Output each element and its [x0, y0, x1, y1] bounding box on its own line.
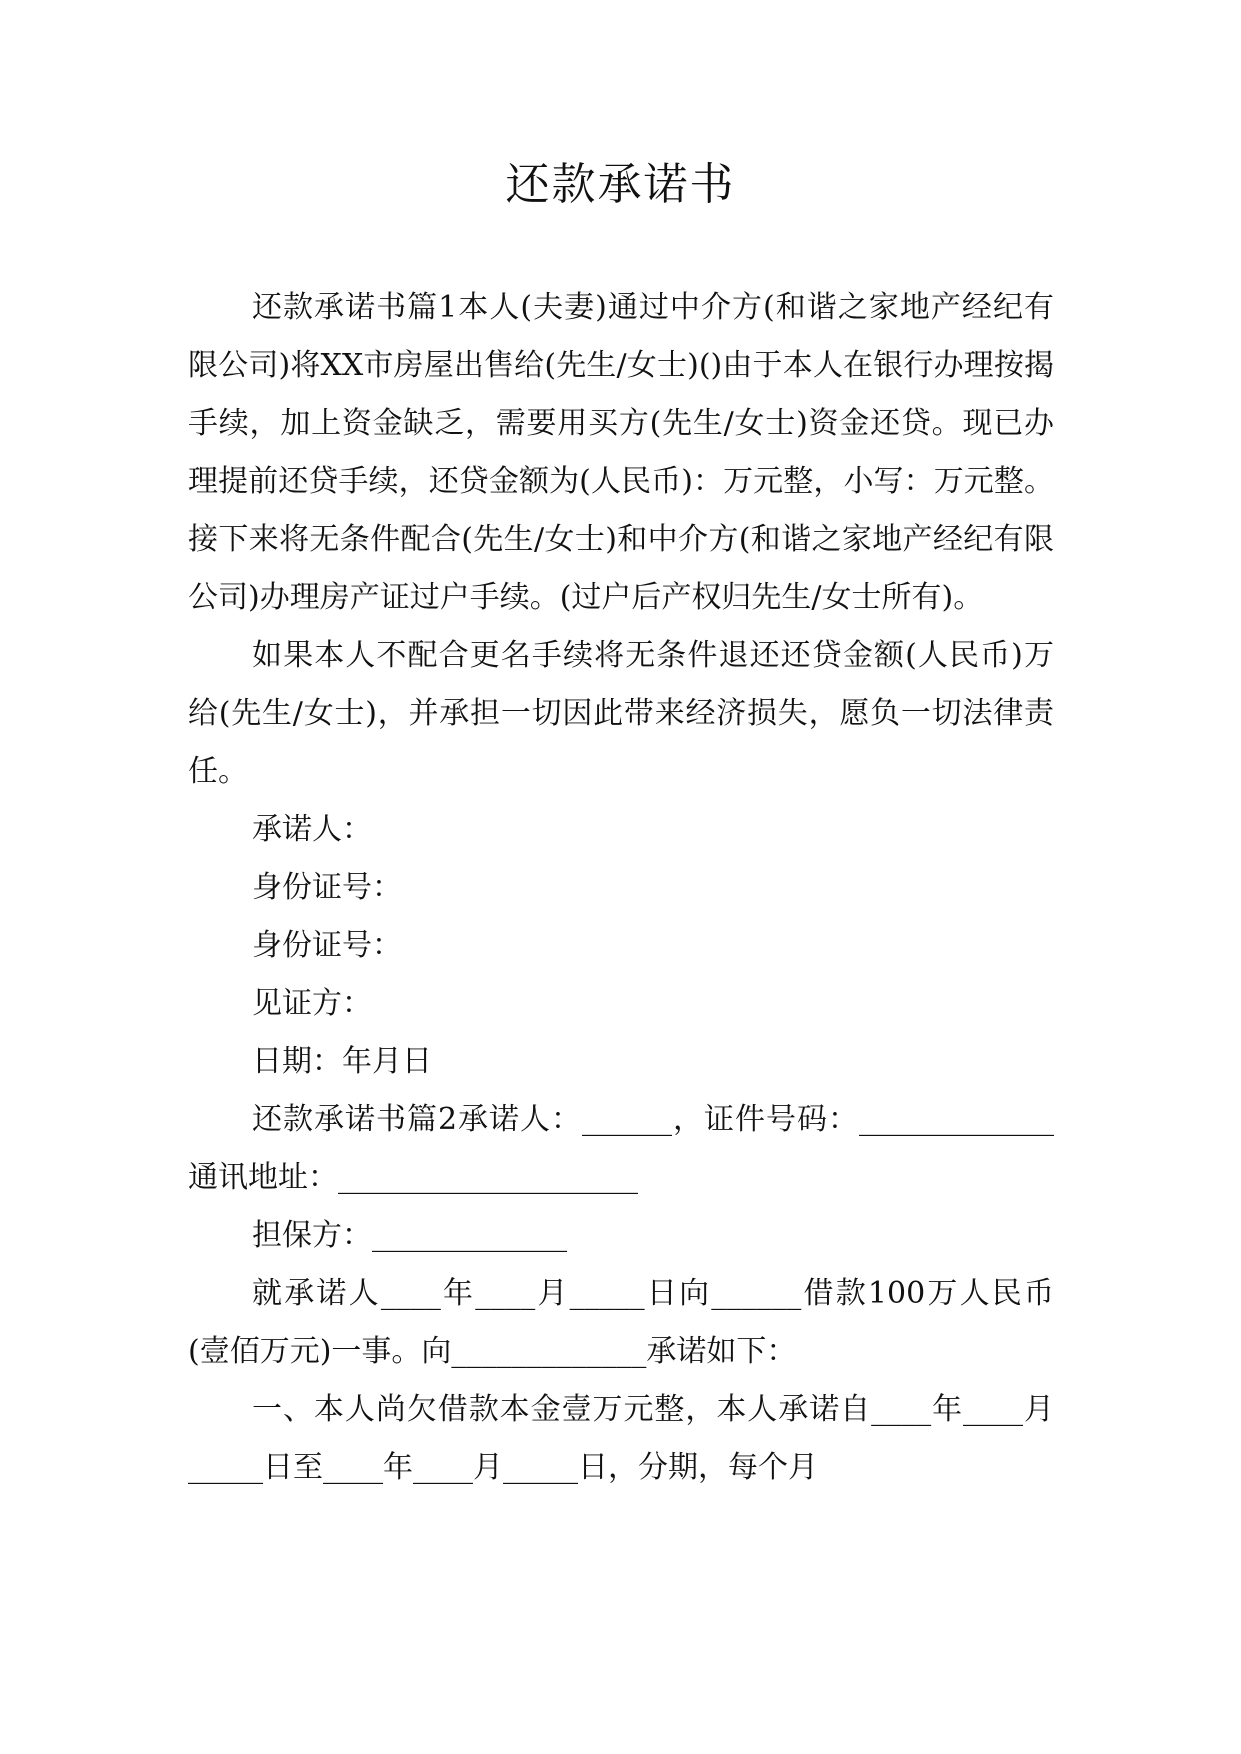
clause-1: 一、本人尚欠借款本金壹万元整，本人承诺自____年____月_____日至____年____月_____日，分期，每个月 [188, 1392, 1054, 1485]
guarantor-label: 担保方：_____________ [252, 1218, 567, 1253]
date-label: 日期：年月日 [252, 1044, 432, 1079]
document-body [188, 279, 1054, 1497]
paragraph-template-2-header: 还款承诺书篇2承诺人：______，证件号码：_____________通讯地址：____________________ [188, 1102, 1054, 1195]
id-number-label-2: 身份证号： [252, 928, 402, 963]
document-title: 还款承诺书 [505, 159, 736, 210]
paragraph-1: 还款承诺书篇1本人(夫妻)通过中介方(和谐之家地产经纪有限公司)将XX市房屋出售给(先生/女士)()由于本人在银行办理按揭手续，加上资金缺乏，需要用买方(先生/女士)资金还贷。现已办理提前还贷手续，还贷金额为(人民币)：万元整，小写：万元整。接下来将无条件配合(先生/女士)和中介方(和谐之家地产经纪有限公司)办理房产证过户手续。(过户后产权归先生/女士所有)。 [188, 290, 1054, 615]
loan-statement: 就承诺人____年____月_____日向______借款100万人民币(壹佰万元)一事。向_____________承诺如下： [188, 1276, 1054, 1369]
paragraph-2: 如果本人不配合更名手续将无条件退还还贷金额(人民币)万给(先生/女士)，并承担一切因此带来经济损失，愿负一切法律责任。 [188, 638, 1054, 789]
promisor-label: 承诺人： [252, 812, 372, 847]
witness-label: 见证方： [252, 986, 372, 1021]
id-number-label-1: 身份证号： [252, 870, 402, 905]
